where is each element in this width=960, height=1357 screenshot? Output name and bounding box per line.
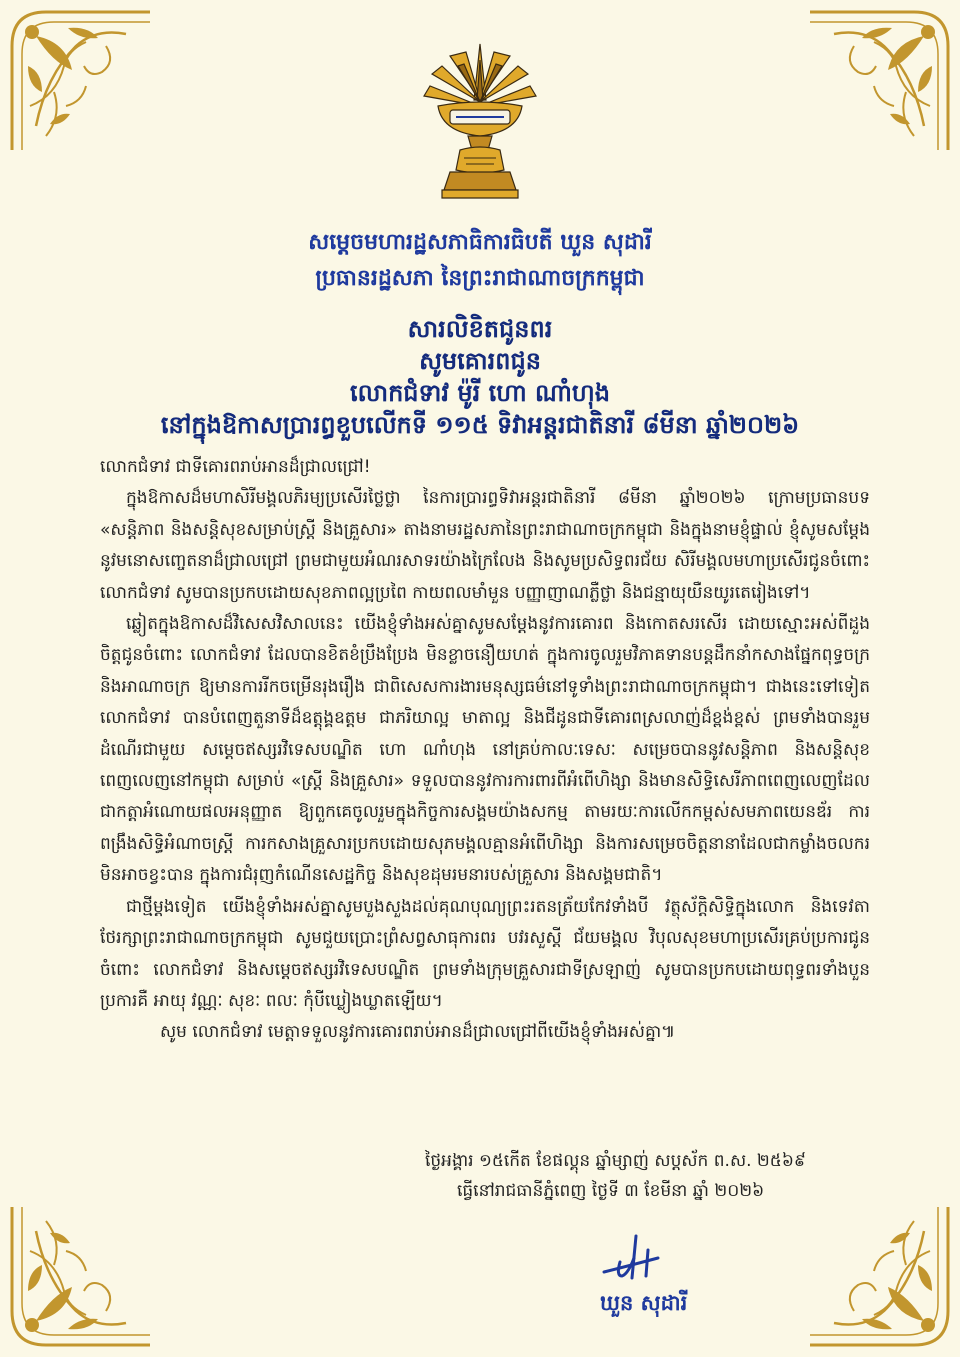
- signature-mark: [598, 1232, 668, 1286]
- national-assembly-emblem-icon: [420, 40, 540, 208]
- letter-body: [100, 452, 870, 1049]
- lunar-date: ថ្ងៃអង្គារ ១៥កើត ខែផល្គុន ឆ្នាំម្សាញ់ សប្តស័ក ព.ស. ២៥៦៩: [425, 1151, 806, 1171]
- ornament-corner-icon: [6, 1201, 156, 1351]
- paragraph-2: ឆ្លៀតក្នុងឱកាសដ៏វិសេសវិសាលនេះ យើងខ្ញុំទាំងអស់គ្នាសូមសម្តែងនូវការគោរព និងកោតសរសើរ ដោយស្មោះអស់ពីដួងចិត្តជូនចំពោះ លោកជំទាវ ដែលបានខិតខំប្រឹងប្រែង មិនខ្លាចនឿយហត់ ក្នុងការចូលរួមវិភាគទានបន្តដឹកនាំកសាងផ្នែកពុទ្ធចក្រ និងអាណាចក្រ ឱ្យមានការរីកចម្រើនរុងរឿង ជាពិសេសការងារមនុស្សធម៌នៅទូទាំងព្រះរាជាណាចក្រកម្ពុជា។ ជាងនេះទៅទៀត លោកជំទាវ បានបំពេញតួនាទីដ៏ឧត្តុង្គឧត្តម ជាភរិយាល្អ មាតាល្អ និងជីដូនជាទីគោរពស្រលាញ់ដ៏ខ្ពង់ខ្ពស់ ព្រមទាំងបានរួមដំណើរជាមួយ សម្តេចឥស្សរវិទេសបណ្ឌិត ហោ ណាំហុង នៅគ្រប់កាលៈទេសៈ សម្រេចបាននូវសន្តិភាព និងសន្តិសុខពេញលេញនៅកម្ពុជា សម្រាប់ «ស្ត្រី និងគ្រួសារ» ទទួលបាននូវការការពារពីអំពើហិង្សា និងមានសិទ្ធិសេរីភាពពេញលេញដែលជាកត្តាអំណោយផលអនុញ្ញាត ឱ្យពួកគេចូលរួមក្នុងកិច្ចការសង្គមយ៉ាងសកម្ម តាមរយៈការលើកកម្ពស់សមភាពយេនឌ័រ ការពង្រឹងសិទ្ធិអំណាចស្ត្រី ការកសាងគ្រួសារប្រកបដោយសុភមង្គលគ្មានអំពើហិង្សា និងការសម្រេចចិត្តនានាដែលជាកម្លាំងចលករមិនអាចខ្វះបាន ក្នុងការជំរុញកំណើនសេដ្ឋកិច្ច និងសុខដុមរមនារបស់គ្រួសារ និងសង្គមជាតិ។: [100, 614, 870, 886]
- salutation: លោកជំទាវ ជាទីគោរពរាប់អានដ៏ជ្រាលជ្រៅ!: [100, 457, 371, 477]
- letter-recipient: លោកជំទាវ ម៉ូរី ហោ ណាំហុង: [349, 379, 611, 407]
- letterhead-subtitle: ប្រធានរដ្ឋសភា នៃព្រះរាជាណាចក្រកម្ពុជា: [315, 266, 645, 291]
- ornament-corner-icon: [804, 6, 954, 156]
- ornament-corner-icon: [804, 1201, 954, 1351]
- letter-heading-respectfully: សូមគោរពជូន: [419, 347, 541, 375]
- letter-occasion: នៅក្នុងឱកាសប្រារព្ធខួបលើកទី ១១៥ ទិវាអន្តរជាតិនារី ៨មីនា ឆ្នាំ២០២៦: [160, 411, 800, 439]
- solar-date: ធ្វើនៅរាជធានីភ្នំពេញ ថ្ងៃទី ៣ ខែមីនា ឆ្នាំ ២០២៦: [457, 1181, 765, 1201]
- paragraph-3: ជាថ្មីម្តងទៀត យើងខ្ញុំទាំងអស់គ្នាសូមបួងសួងដល់គុណបុណ្យព្រះរតនត្រ័យកែវទាំងបី វត្ថុស័ក្តិសិទ្ធិក្នុងលោក និងទេវតាថែរក្សាព្រះរាជាណាចក្រកម្ពុជា សូមជួយប្រោះព្រំសព្វសាធុការពរ បវរសួស្តី ជ័យមង្គល វិបុលសុខមហាប្រសើរគ្រប់ប្រការជូនចំពោះ លោកជំទាវ និងសម្តេចឥស្សរវិទេសបណ្ឌិត ព្រមទាំងក្រុមគ្រួសារជាទីស្រឡាញ់ សូមបានប្រកបដោយពុទ្ធពរទាំងបួនប្រការគឺ អាយុ វណ្ណៈ សុខៈ ពលៈ កុំបីឃ្លៀងឃ្លាតឡើយ។: [100, 896, 870, 1011]
- paragraph-1: ក្នុងឱកាសដ៏មហាសិរីមង្គលភិរម្យប្រសើរថ្លៃថ្លា នៃការប្រារព្ធទិវាអន្តរជាតិនារី ៨មីនា ឆ្នាំ២០២៦ ក្រោមប្រធានបទ «សន្តិភាព និងសន្តិសុខសម្រាប់ស្ត្រី និងគ្រួសារ» តាងនាមរដ្ឋសភានៃព្រះរាជាណាចក្រកម្ពុជា និងក្នុងនាមខ្ញុំផ្ទាល់ ខ្ញុំសូមសម្តែងនូវមនោសញ្ចេតនាដ៏ជ្រាលជ្រៅ ព្រមជាមួយអំណរសាទរយ៉ាងក្រៃលែង និងសូមប្រសិទ្ធពរជ័យ សិរីមង្គលមហាប្រសើរជូនចំពោះ លោកជំទាវ សូមបានប្រកបដោយសុខភាពល្អប្រពៃ កាយពលមាំមួន បញ្ញាញាណភ្លឺថ្លា និងជន្មាយុយឺនយូរតេរៀងទៅ។: [100, 488, 870, 603]
- closing-line: សូម លោកជំទាវ មេត្តាទទួលនូវការគោរពរាប់អានដ៏ជ្រាលជ្រៅពីយើងខ្ញុំទាំងអស់គ្នា៕: [160, 1022, 676, 1043]
- signer-name: ឃួន សុដារី: [600, 1291, 688, 1315]
- letterhead-title: សម្តេចមហារដ្ឋសភាធិការធិបតី ឃួន សុដារី: [308, 230, 652, 255]
- letter-heading-title: សារលិខិតជូនពរ: [407, 315, 553, 343]
- ornament-corner-icon: [6, 6, 156, 156]
